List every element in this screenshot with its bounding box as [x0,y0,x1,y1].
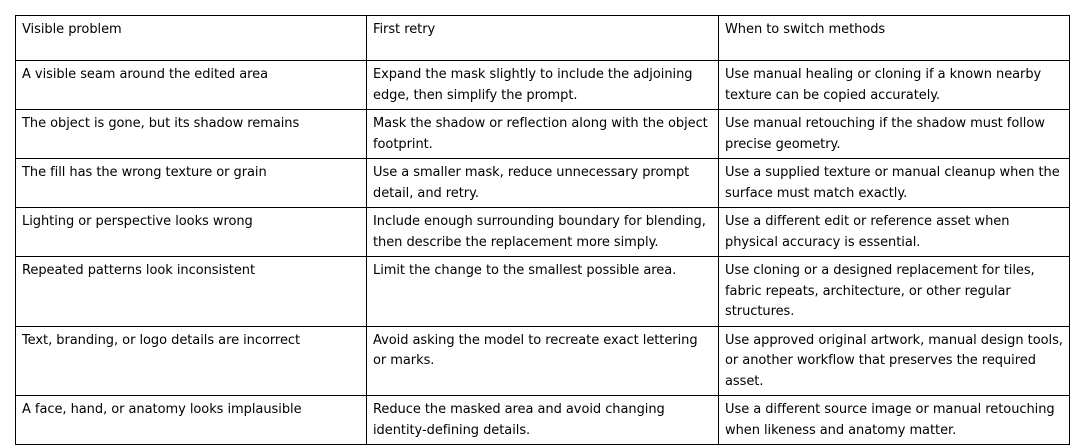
problem-cell: A face, hand, or anatomy looks implausible [16,396,367,445]
table-row [16,110,1070,159]
table-row [16,208,1070,257]
header-when-to-switch: When to switch methods [719,16,1070,61]
table-header-row [16,16,1070,61]
problem-cell: The fill has the wrong texture or grain [16,159,367,208]
retry-cell: Limit the change to the smallest possible area. [367,257,719,327]
switch-cell: Use manual retouching if the shadow must follow precise geometry. [719,110,1070,159]
problem-cell: Repeated patterns look inconsistent [16,257,367,327]
switch-cell: Use a different edit or reference asset when physical accuracy is essential. [719,208,1070,257]
table-row [16,61,1070,110]
table-row [16,159,1070,208]
switch-cell: Use cloning or a designed replacement for tiles, fabric repeats, architecture, or other regular structures. [719,257,1070,327]
problem-cell: A visible seam around the edited area [16,61,367,110]
switch-cell: Use a different source image or manual retouching when likeness and anatomy matter. [719,396,1070,445]
header-visible-problem: Visible problem [16,16,367,61]
table-row [16,257,1070,327]
retry-cell: Mask the shadow or reflection along with the object footprint. [367,110,719,159]
retry-cell: Use a smaller mask, reduce unnecessary prompt detail, and retry. [367,159,719,208]
switch-cell: Use a supplied texture or manual cleanup when the surface must match exactly. [719,159,1070,208]
table-row [16,396,1070,445]
retry-cell: Include enough surrounding boundary for blending, then describe the replacement more simply. [367,208,719,257]
problem-cell: Text, branding, or logo details are incorrect [16,326,367,396]
retry-cell: Reduce the masked area and avoid changing identity-defining details. [367,396,719,445]
problem-cell: The object is gone, but its shadow remains [16,110,367,159]
retry-cell: Expand the mask slightly to include the adjoining edge, then simplify the prompt. [367,61,719,110]
troubleshooting-table [15,15,1070,445]
problem-cell: Lighting or perspective looks wrong [16,208,367,257]
table-row [16,326,1070,396]
switch-cell: Use approved original artwork, manual design tools, or another workflow that preserves the required asset. [719,326,1070,396]
retry-cell: Avoid asking the model to recreate exact lettering or marks. [367,326,719,396]
switch-cell: Use manual healing or cloning if a known nearby texture can be copied accurately. [719,61,1070,110]
header-first-retry: First retry [367,16,719,61]
